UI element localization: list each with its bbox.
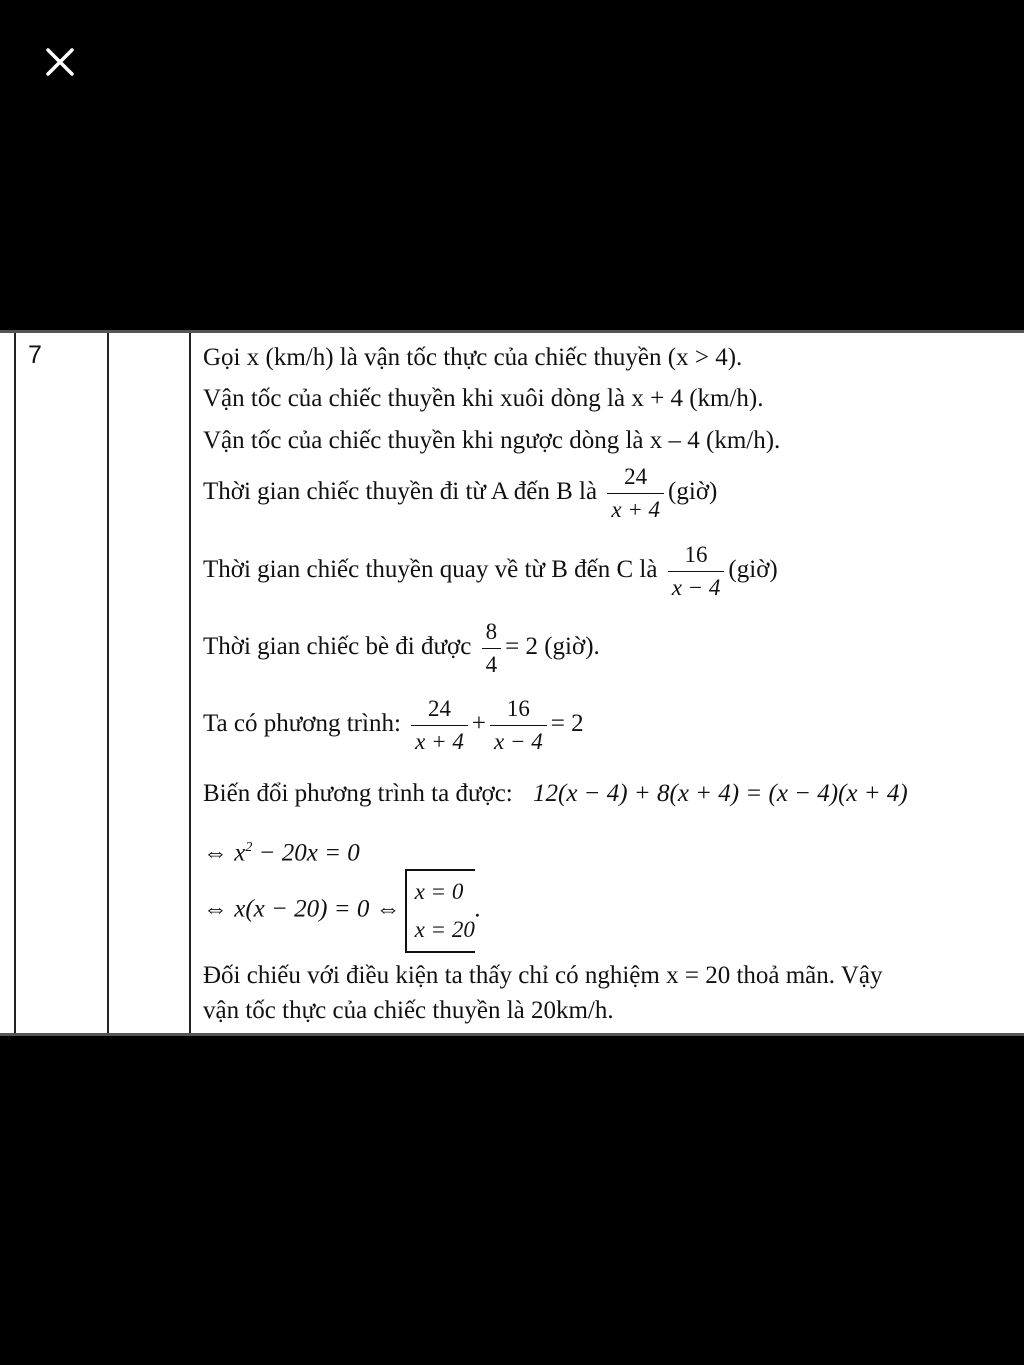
line-11: Đối chiếu với điều kiện ta thấy chỉ có nghiệm x = 20 thoả mãn. Vậy bbox=[203, 962, 883, 989]
line-6: Thời gian chiếc bè đi được $\frac{8}{4}$ = 2 (giờ). bbox=[203, 619, 600, 677]
fraction-24-over-x-plus-4-eq: $\frac{24}{x + 4}$ bbox=[411, 697, 468, 754]
table-border-col2 bbox=[189, 333, 191, 1033]
line-7: Ta có phương trình: $\frac{24}{x + 4}$ + $\frac{16}{x - 4}$ = 2 bbox=[203, 696, 584, 754]
fraction-16-over-x-minus-4: $\frac{16}{x - 4}$ bbox=[668, 543, 725, 600]
fraction-24-over-x-plus-4: $\frac{24}{x + 4}$ bbox=[607, 465, 664, 522]
line-8: Biến đổi phương trình ta được: 12(x − 4) + 8(x + 4) = (x − 4)(x + 4) bbox=[203, 780, 908, 807]
line-2: Vận tốc của chiếc thuyền khi xuôi dòng là x + 4 (km/h). bbox=[203, 385, 764, 412]
line-9: ⇔ $x^2 - 20x = 0$ bbox=[203, 839, 360, 867]
row-number: 7 bbox=[28, 341, 42, 369]
fraction-16-over-x-minus-4-eq: $\frac{16}{x - 4}$ bbox=[490, 697, 547, 754]
document-image bbox=[0, 330, 1024, 1036]
line-10: ⇔ x(x − 20) = 0 ⇔ x = 0 x = 20 . bbox=[203, 869, 481, 953]
table-border-left bbox=[14, 333, 16, 1033]
fraction-8-over-4: $\frac{8}{4}$ bbox=[482, 620, 502, 677]
case-bracket: x = 0 x = 20 bbox=[405, 869, 475, 953]
line-5: Thời gian chiếc thuyền quay về từ B đến C là $\frac{16}{x - 4}$ (giờ) bbox=[203, 542, 778, 600]
line-3: Vận tốc của chiếc thuyền khi ngược dòng là x – 4 (km/h). bbox=[203, 427, 781, 454]
line-4: Thời gian chiếc thuyền đi từ A đến B là $\frac{24}{x + 4}$ (giờ) bbox=[203, 464, 718, 522]
close-button[interactable] bbox=[38, 40, 82, 84]
line-1: Gọi x (km/h) là vận tốc thực của chiếc thuyền (x > 4). bbox=[203, 344, 743, 371]
close-icon bbox=[44, 46, 76, 78]
table-border-col1 bbox=[107, 333, 109, 1033]
line-12: vận tốc thực của chiếc thuyền là 20km/h. bbox=[203, 997, 614, 1024]
